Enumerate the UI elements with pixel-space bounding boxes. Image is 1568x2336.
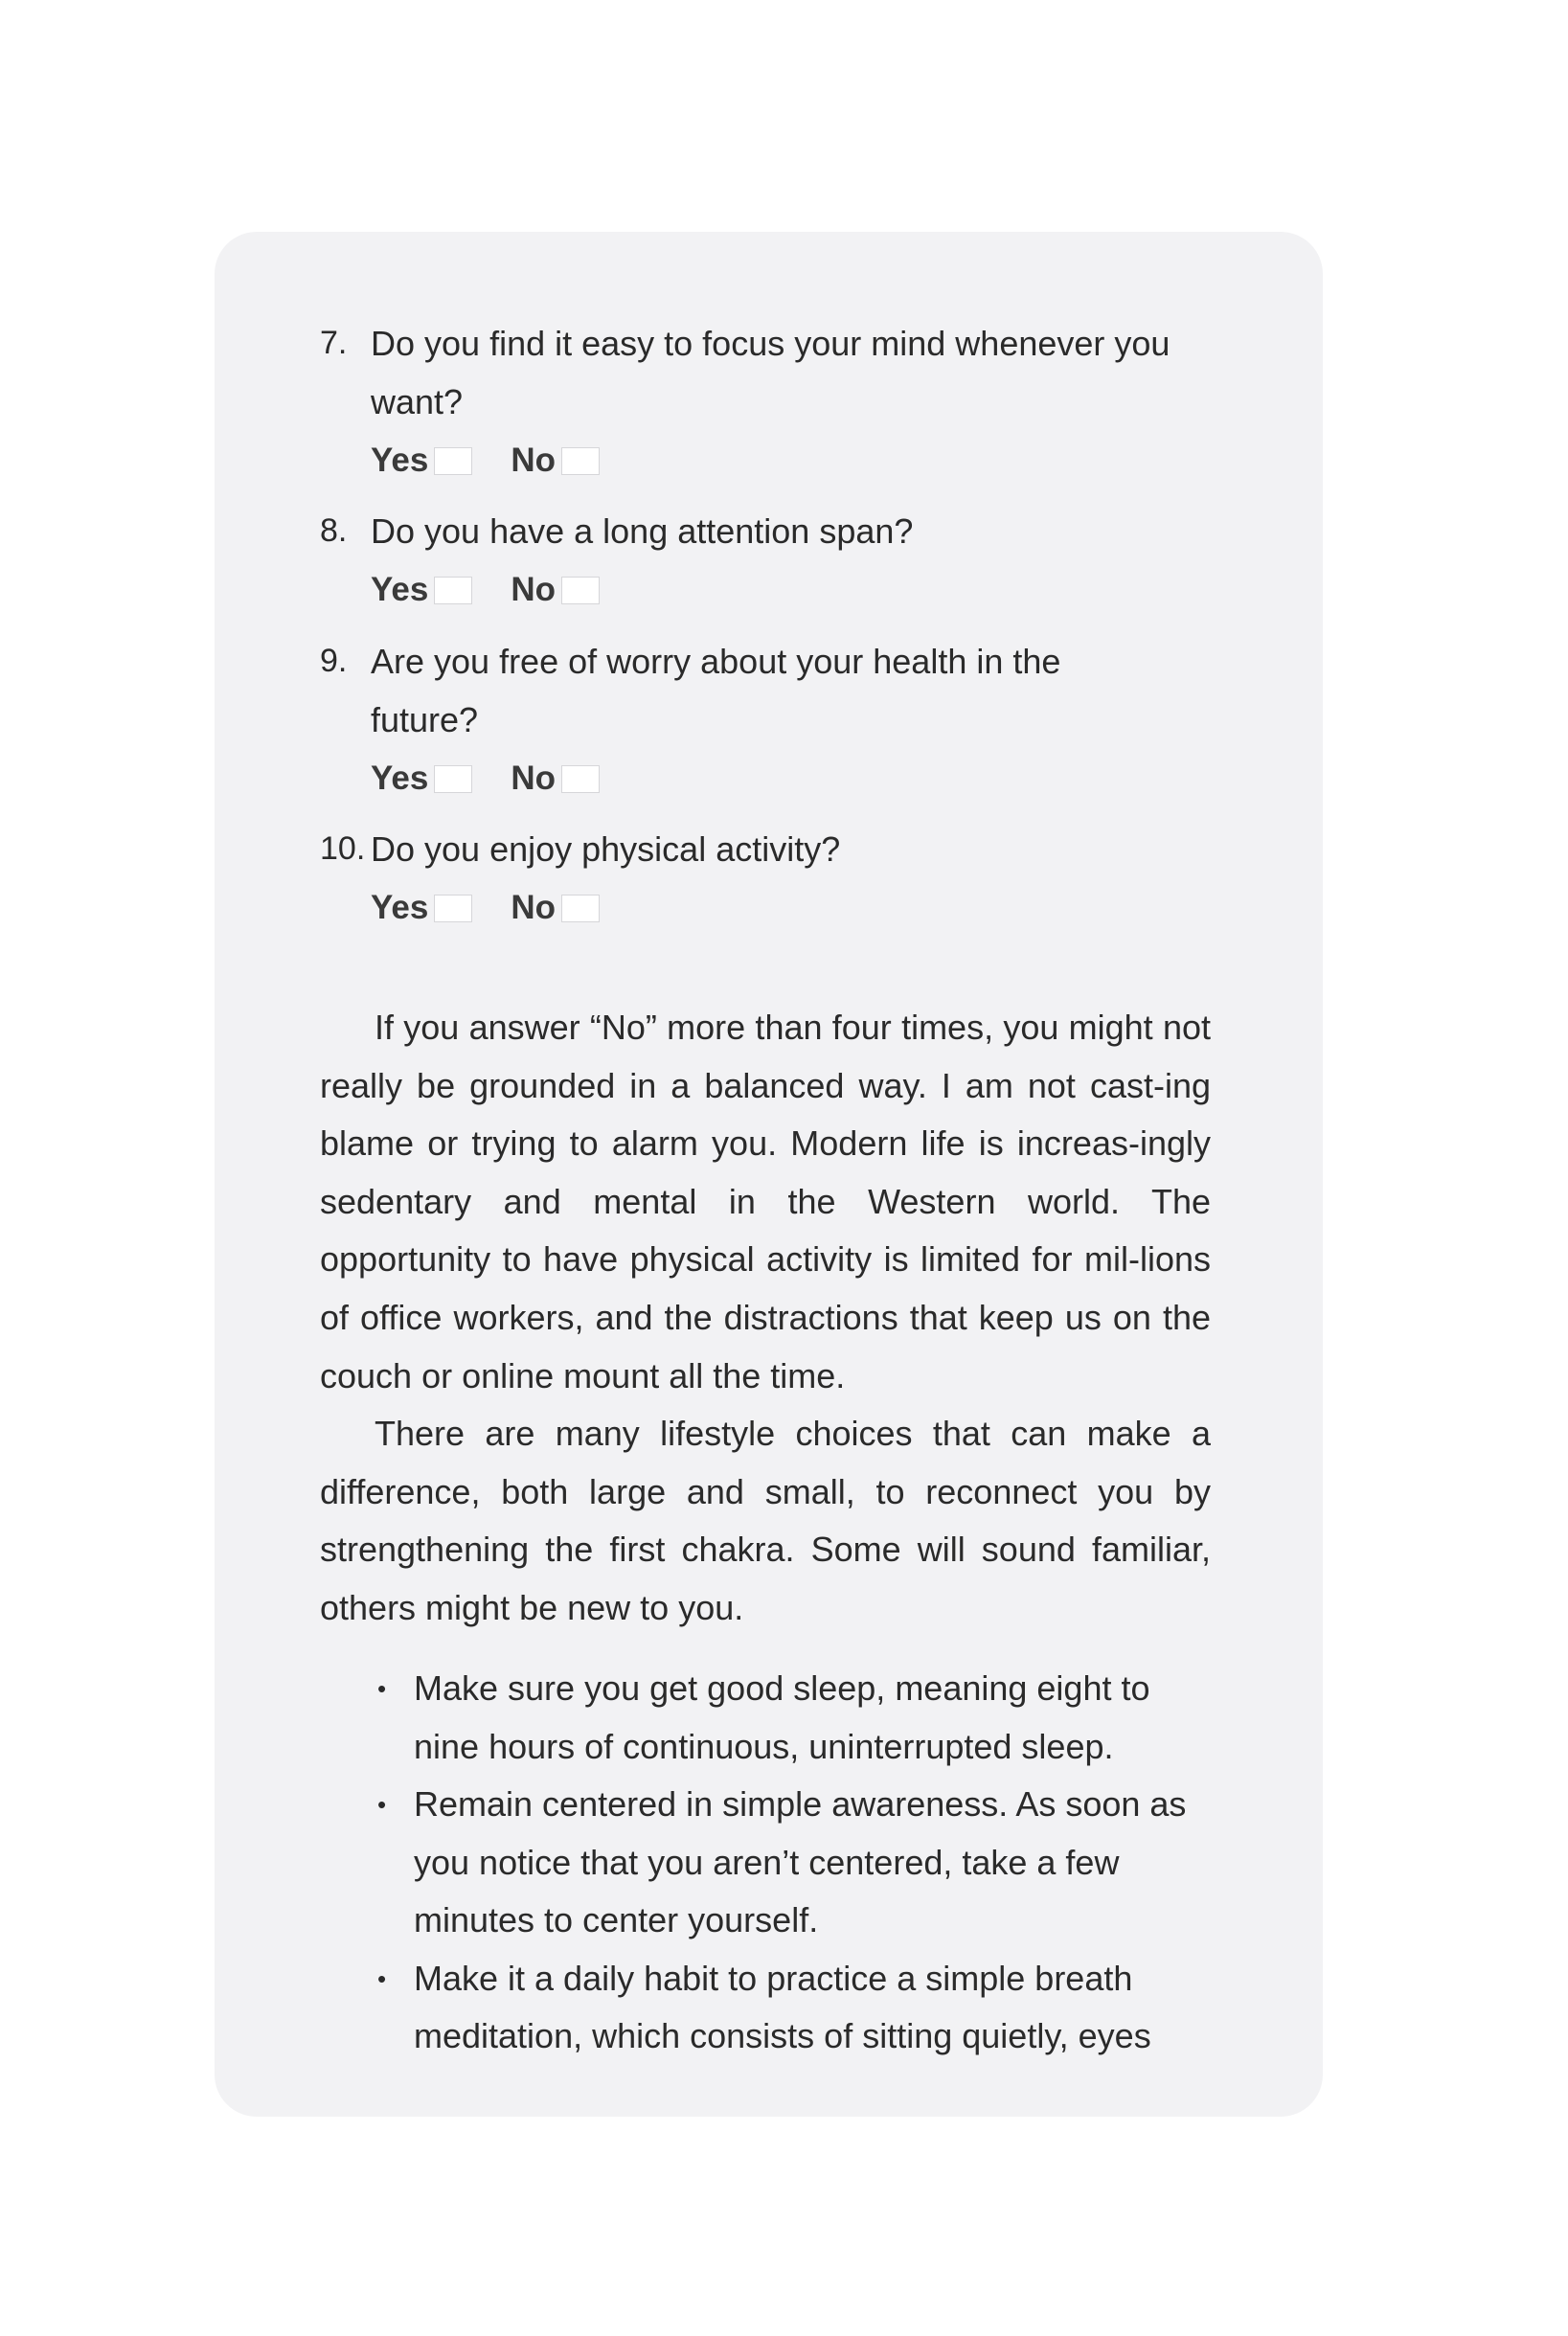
list-item xyxy=(374,1660,1216,1776)
yes-label: Yes xyxy=(371,571,429,608)
question-9 xyxy=(320,632,1239,807)
list-item xyxy=(374,1776,1216,1950)
list-item-text: Make sure you get good sleep, meaning eight to nine hours of continuous, uninterrupted sleep. xyxy=(414,1668,1150,1766)
question-number: 9. xyxy=(320,643,348,679)
body-paragraph-2: There are many lifestyle choices that can make a difference, both large and small, to reconnect you by strengthening the first chakra. Some will sound familiar, others might be new to you. xyxy=(320,1414,1211,1627)
yes-label: Yes xyxy=(371,760,429,797)
question-text: Do you have a long attention span? xyxy=(371,511,914,551)
bullet-icon: • xyxy=(377,1674,387,1703)
answer-options xyxy=(371,878,1239,937)
question-8 xyxy=(320,502,1239,619)
question-text: Do you find it easy to focus your mind whenever you want? xyxy=(371,324,1170,421)
list-item-text: Remain centered in simple awareness. As soon as you notice that you aren’t centered, take a few minutes to center yourself. xyxy=(414,1784,1187,1939)
no-label: No xyxy=(511,442,557,479)
list-item xyxy=(374,1950,1216,2066)
no-checkbox[interactable] xyxy=(561,895,600,922)
question-10 xyxy=(320,820,1239,937)
question-number: 10. xyxy=(320,830,366,867)
yes-label: Yes xyxy=(371,442,429,479)
body-paragraph-1: If you answer “No” more than four times, you might not really be grounded in a balanced way. I am not cast-ing blame or trying to alarm you. Modern life is increas-ingly sedentary and mental in the Western world. The opportunity to have physical activity is limited for mil-lions of office workers, and the distractions that keep us on the couch or online mount all the time. xyxy=(320,1008,1211,1395)
answer-options xyxy=(371,749,1239,807)
no-label: No xyxy=(511,571,557,608)
tips-list xyxy=(374,1660,1216,2066)
yes-checkbox[interactable] xyxy=(434,895,472,922)
question-text: Are you free of worry about your health in the future? xyxy=(371,642,1061,739)
yes-label: Yes xyxy=(371,889,429,926)
no-label: No xyxy=(511,760,557,797)
question-number: 8. xyxy=(320,512,348,549)
no-checkbox[interactable] xyxy=(561,447,600,475)
no-checkbox[interactable] xyxy=(561,765,600,793)
question-text: Do you enjoy physical activity? xyxy=(371,829,841,869)
yes-checkbox[interactable] xyxy=(434,447,472,475)
no-checkbox[interactable] xyxy=(561,577,600,604)
question-7 xyxy=(320,314,1239,489)
yes-checkbox[interactable] xyxy=(434,765,472,793)
no-label: No xyxy=(511,889,557,926)
question-number: 7. xyxy=(320,325,348,361)
list-item-text: Make it a daily habit to practice a simple breath meditation, which consists of sitting quietly, eyes xyxy=(414,1958,1151,2055)
answer-options xyxy=(371,560,1239,619)
bullet-icon: • xyxy=(377,1790,387,1819)
answer-options xyxy=(371,431,1239,489)
bullet-icon: • xyxy=(377,1963,387,1993)
yes-checkbox[interactable] xyxy=(434,577,472,604)
